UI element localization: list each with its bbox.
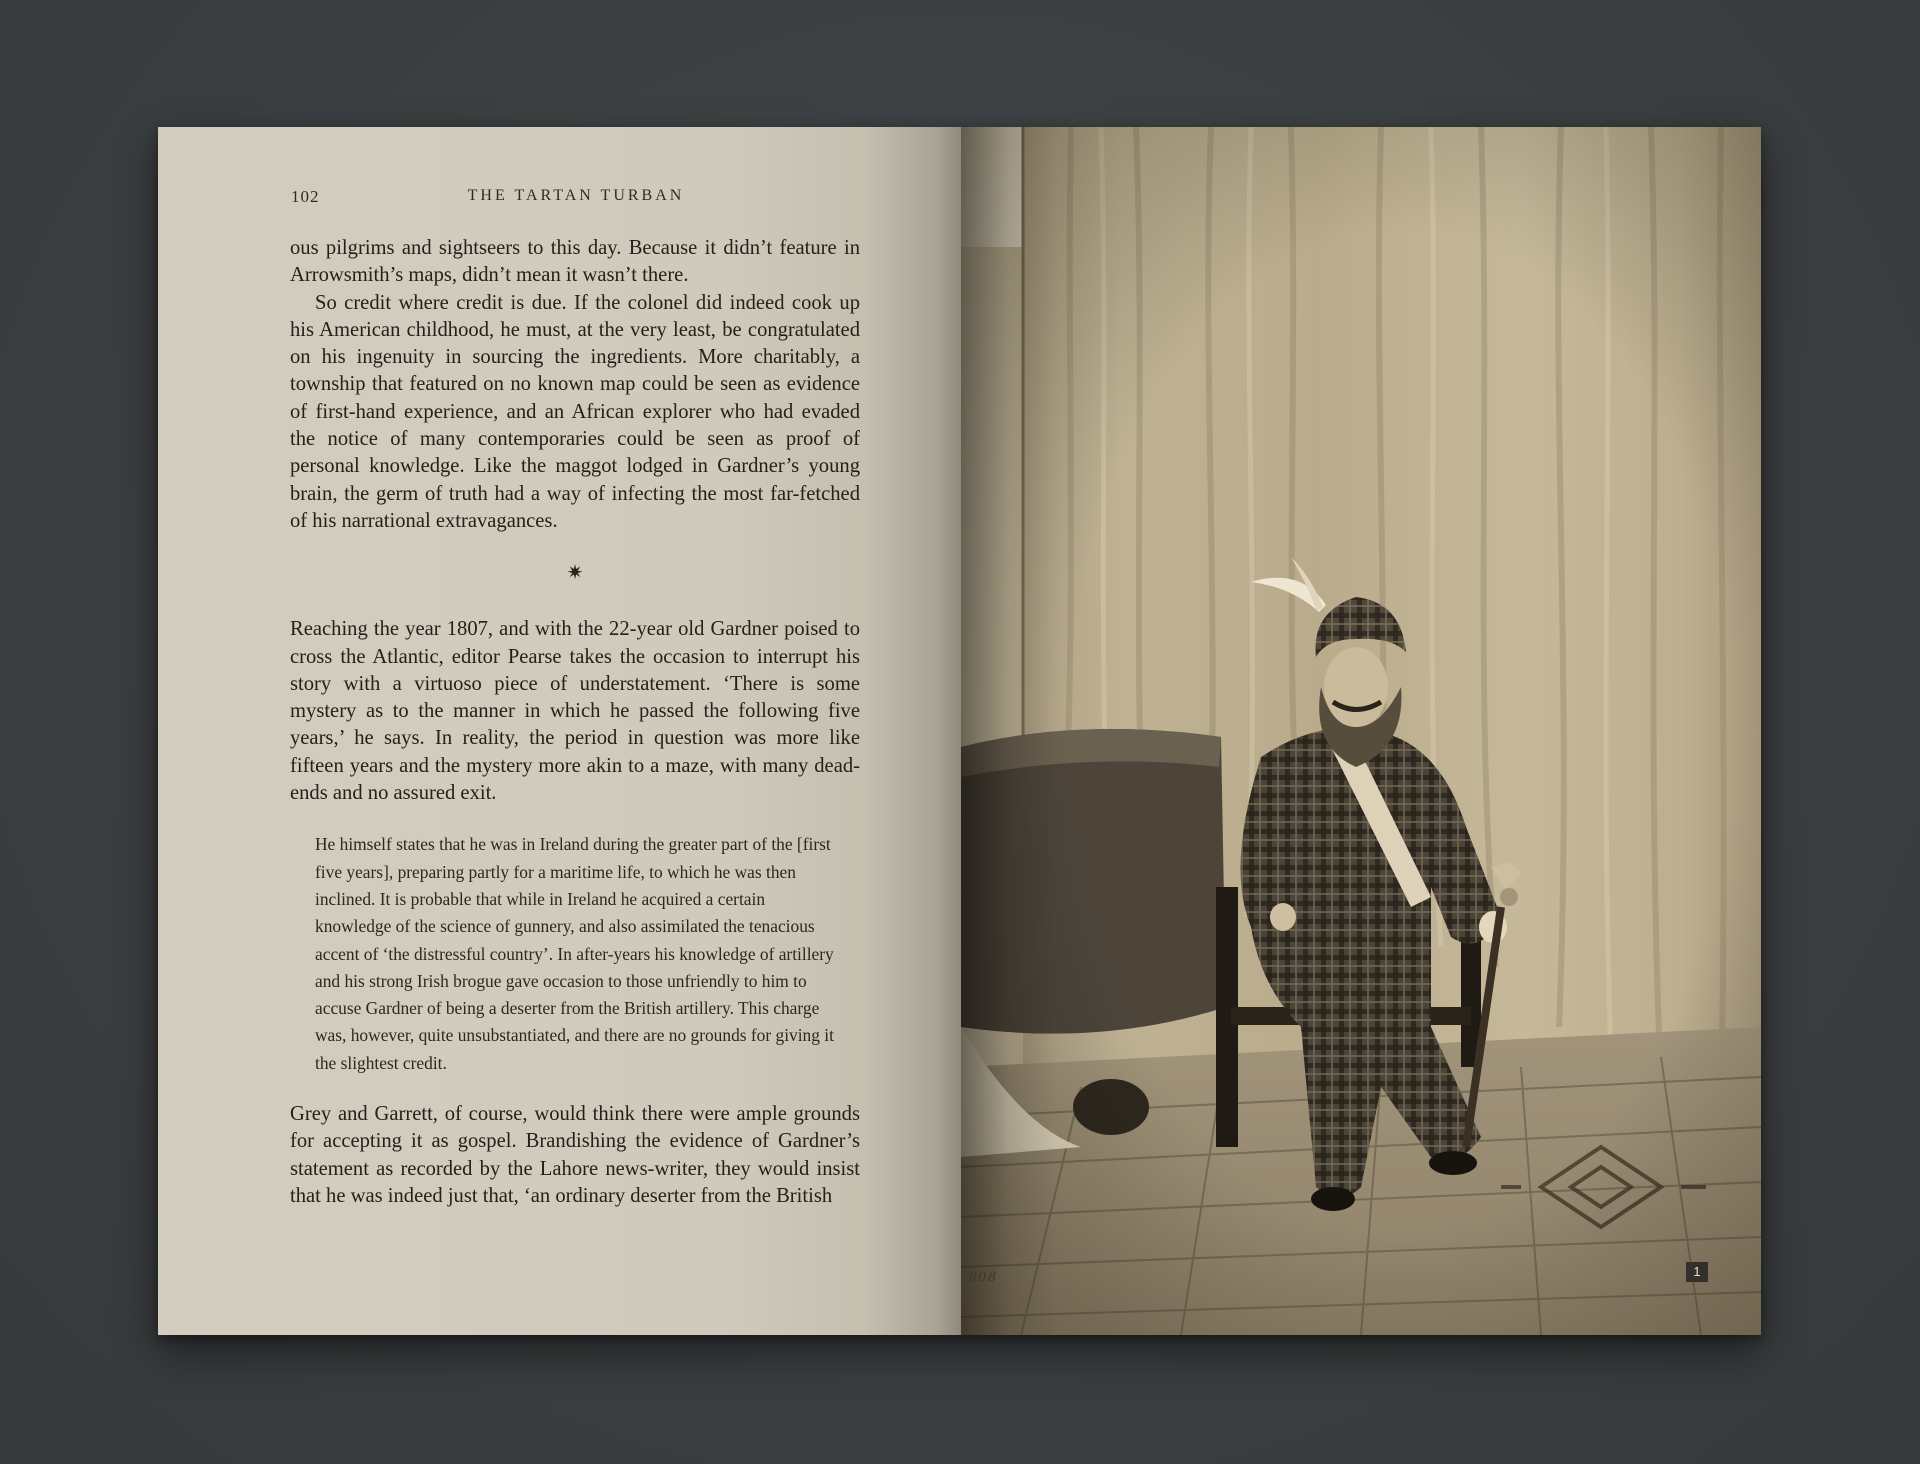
negative-number: 808 <box>969 1269 998 1285</box>
sepia-portrait-photo <box>961 127 1761 1335</box>
block-quote: He himself states that he was in Ireland during the greater part of the [first five years], preparing partly for a maritime life, to which he was then inclined. It is probable that while in Ireland he acquired a certain knowledge of the science of gunnery, and also assimilated the tenacious accent of ‘the distressful country’. In after-years his knowledge of artillery and his strong Irish brogue gave occasion to those unfriendly to him to accuse Gardner of being a deserter from the British artillery. This charge was, however, quite unsubstantiated, and there are no grounds for giving it the slightest credit. <box>315 834 834 1073</box>
left-page <box>158 127 961 1335</box>
paragraph: Grey and Garrett, of course, would think there were ample grounds for accepting it as gospel. Brandishing the evidence of Gardner’s statement as recorded by the Lahore news-writer, they would insist that he was indeed just that, ‘an ordinary deserter from the British <box>290 1103 860 1207</box>
paragraph: So credit where credit is due. If the colonel did indeed cook up his American childhood, he must, at the very least, be congratulated on his ingenuity in sourcing the ingredients. More charitably, a township that featured on no known map could be seen as evidence of first-hand experience, and an African explorer who had evaded the notice of many contemporaries could be seen as proof of personal knowledge. Like the maggot lodged in Gardner’s young brain, the germ of truth had a way of infecting the most far-fetched of his narrational extravagances. <box>290 291 860 532</box>
running-head <box>291 187 851 211</box>
paragraph: ous pilgrims and sightseers to this day. Because it didn’t feature in Arrowsmith’s maps, didn’t mean it wasn’t there. <box>290 237 860 287</box>
page-number: 102 <box>291 187 320 206</box>
plate-number-badge: 1 <box>1686 1262 1708 1282</box>
right-page <box>961 127 1761 1335</box>
running-title: THE TARTAN TURBAN <box>467 187 685 204</box>
section-break-ornament-icon: ✷ <box>566 562 584 585</box>
open-book <box>158 127 1761 1335</box>
body-text <box>290 235 860 1210</box>
paragraph: Reaching the year 1807, and with the 22-year old Gardner poised to cross the Atlantic, editor Pearse takes the occasion to interrupt his story with a virtuoso piece of understatement. ‘There is some mystery as to the manner in which he passed the following five years,’ he says. In reality, the period in question was more like fifteen years and the mystery more akin to a maze, with many dead-ends and no assured exit. <box>290 618 860 805</box>
